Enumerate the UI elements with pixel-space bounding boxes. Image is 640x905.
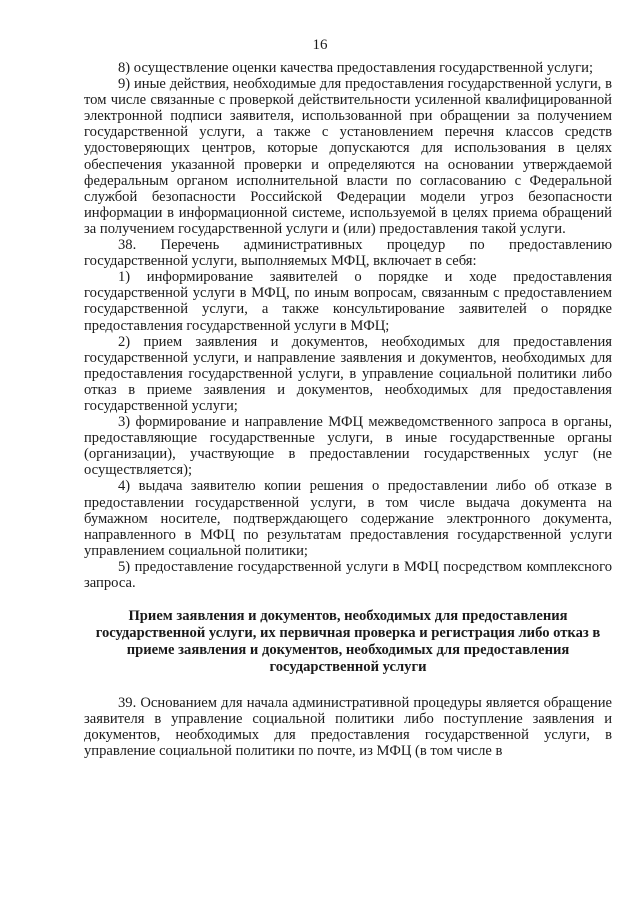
paragraph-procedure-3: 3) формирование и направление МФЦ межведомственного запроса в органы, предоставляющие государственные услуги, в иные государственные органы (организации), участвующие в предоставлении государственных услуг (не осуществляется); [84,414,612,479]
section-heading: Прием заявления и документов, необходимых для предоставления государственной услуги, их первичная проверка и регистрация либо отказ в приеме заявления и документов, необходимых для предоставления государственной услуги [95,608,601,676]
paragraph-item-8: 8) осуществление оценки качества предоставления государственной услуги; [118,60,594,76]
paragraph-procedure-2: 2) прием заявления и документов, необходимых для предоставления государственной услуги, и направление заявления и документов, необходимых для предоставления государственной услуги, в управление социальной политики либо отказ в приеме заявления и документов, необходимых для предоставления государственной услуги; [84,333,612,414]
document-body [84,60,612,759]
paragraph-procedure-5: 5) предоставление государственной услуги в МФЦ посредством комплексного запроса. [84,558,612,591]
paragraph-procedure-1: 1) информирование заявителей о порядке и ходе предоставления государственной услуги в МФЦ, по иным вопросам, связанным с предоставлением государственной услуги, а также консультирование заявителей о порядке предоставления государственной услуги в МФЦ; [84,269,612,334]
paragraph-clause-38: 38. Перечень административных процедур по предоставлению государственной услуги, выполняемых МФЦ, включает в себя: [84,237,612,270]
paragraph-item-9: 9) иные действия, необходимые для предоставления государственной услуги, в том числе связанные с проверкой действительности усиленной квалифицированной электронной подписи заявителя, использованной при обращении за получением государственной услуги, а также с установлением перечня классов средств удостоверяющих центров, которые допускаются для использования в целях обеспечения указанной проверки и определяются на основании утверждаемой федеральным органом исполнительной власти по согласованию с Федеральной службой безопасности Российской Федерации модели угроз безопасности информации в информационной системе, используемой в целях приема обращений за получением государственной услуги и (или) предоставления такой услуги. [84,76,612,237]
paragraph-procedure-4: 4) выдача заявителю копии решения о предоставлении либо об отказе в предоставлении государственной услуги, в том числе выдача документа на бумажном носителе, подтверждающего содержание электронного документа, направленного в МФЦ по результатам предоставления государственной услуги управлением социальной политики; [84,478,612,559]
paragraph-clause-39: 39. Основанием для начала административной процедуры является обращение заявителя в управление социальной политики либо поступление заявления и документов, необходимых для предоставления государственной услуги, в управление социальной политики по почте, из МФЦ (в том числе в [84,695,612,760]
page-number: 16 [312,37,328,53]
